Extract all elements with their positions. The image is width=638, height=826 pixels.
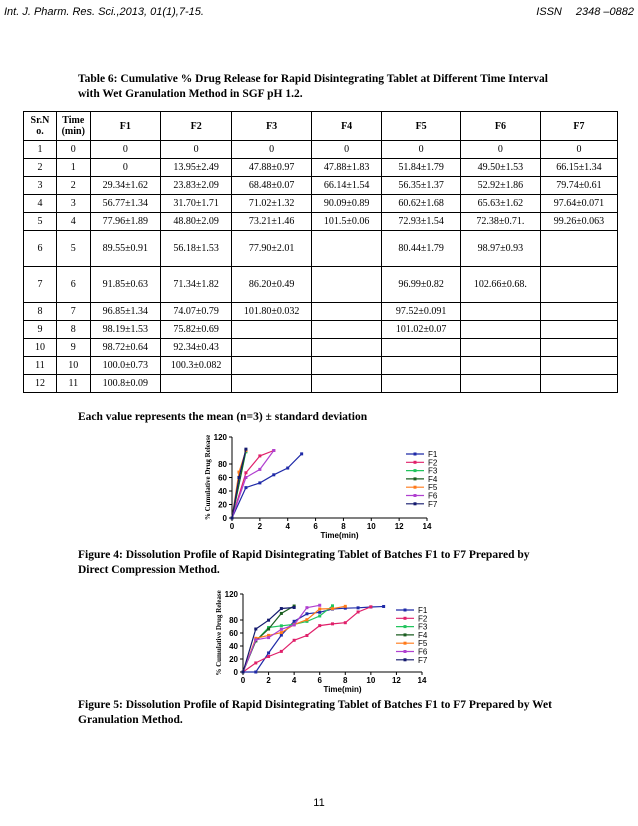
legend-label-f4: F4 — [418, 630, 428, 640]
table-row — [24, 303, 618, 321]
data-point-f1 — [272, 473, 275, 476]
table-row — [24, 213, 618, 231]
data-point-f1 — [254, 671, 257, 674]
legend-marker-f5 — [414, 486, 417, 489]
table-cell — [311, 321, 381, 339]
table-row — [24, 357, 618, 375]
y-tick-label: 20 — [218, 500, 227, 510]
col-header: F6 — [460, 112, 540, 141]
mean-note: Each value represents the mean (n=3) ± standard deviation — [78, 411, 368, 423]
series-line-f7 — [243, 608, 294, 673]
table-cell: 0 — [311, 141, 381, 159]
data-point-f7 — [293, 606, 296, 609]
table-cell — [232, 375, 312, 393]
data-point-f3 — [280, 624, 283, 627]
table-cell — [311, 375, 381, 393]
legend-marker-f4 — [404, 633, 407, 636]
y-tick-label: 80 — [229, 616, 238, 625]
table-cell: 23.83±2.09 — [161, 177, 232, 195]
table-cell: 102.66±0.68. — [460, 267, 540, 303]
table-cell — [311, 267, 381, 303]
table-cell: 2 — [56, 177, 90, 195]
table-cell — [382, 339, 461, 357]
legend-label-f1: F1 — [418, 606, 428, 615]
table-cell: 90.09±0.89 — [311, 195, 381, 213]
data-point-f1 — [300, 452, 303, 455]
col-header: F3 — [232, 112, 312, 141]
data-point-f7 — [280, 607, 283, 610]
data-point-f1 — [293, 620, 296, 623]
col-header: F5 — [382, 112, 461, 141]
table-cell: 100.3±0.082 — [161, 357, 232, 375]
legend-marker-f2 — [414, 461, 417, 464]
table-cell: 56.77±1.34 — [90, 195, 160, 213]
x-tick-label: 8 — [343, 676, 348, 685]
table-cell — [311, 303, 381, 321]
table-cell: 56.35±1.37 — [382, 177, 461, 195]
x-tick-label: 6 — [317, 676, 322, 685]
table-cell: 98.19±1.53 — [90, 321, 160, 339]
data-point-f5 — [344, 605, 347, 608]
table-cell: 91.85±0.63 — [90, 267, 160, 303]
table-cell — [311, 339, 381, 357]
data-point-f7 — [254, 628, 257, 631]
figure5-chart — [200, 589, 440, 697]
data-point-f6 — [267, 636, 270, 639]
y-tick-label: 120 — [224, 590, 238, 599]
table-header-row — [24, 112, 618, 141]
legend-label-f2: F2 — [418, 614, 428, 624]
table-row — [24, 231, 618, 267]
data-point-f2 — [244, 471, 247, 474]
table-cell: 101.5±0.06 — [311, 213, 381, 231]
table-row — [24, 159, 618, 177]
table-cell — [311, 357, 381, 375]
table-cell — [382, 375, 461, 393]
x-tick-label: 14 — [417, 676, 427, 685]
table-cell: 72.93±1.54 — [382, 213, 461, 231]
table-cell: 49.50±1.53 — [460, 159, 540, 177]
issn-header — [522, 6, 634, 18]
data-point-f1 — [318, 611, 321, 614]
table-cell: 0 — [232, 141, 312, 159]
y-axis-label: % Cumulative Drug Release — [204, 434, 212, 521]
table-cell: 47.88±0.97 — [232, 159, 312, 177]
figure5-caption: Figure 5: Dissolution Profile of Rapid Disintegrating Tablet of Batches F1 to F7 Prepared by Wet Granulation Method. — [78, 699, 552, 726]
data-point-f5 — [318, 607, 321, 610]
table-row — [24, 321, 618, 339]
table-cell: 89.55±0.91 — [90, 231, 160, 267]
table-cell: 0 — [161, 141, 232, 159]
table-cell: 5 — [24, 213, 57, 231]
table-cell: 8 — [56, 321, 90, 339]
col-header: F4 — [311, 112, 381, 141]
table-cell: 100.8±0.09 — [90, 375, 160, 393]
table-cell: 1 — [56, 159, 90, 177]
table-cell: 72.38±0.71. — [460, 213, 540, 231]
table-cell: 99.26±0.063 — [540, 213, 617, 231]
x-axis-label: Time(min) — [323, 685, 362, 694]
table-cell: 6 — [56, 267, 90, 303]
table-cell: 0 — [56, 141, 90, 159]
figure4-chart — [178, 424, 438, 544]
issn-number: 2348 –0882 — [575, 6, 634, 18]
table-cell: 0 — [382, 141, 461, 159]
legend-label-f1: F1 — [428, 450, 438, 459]
data-point-f6 — [244, 476, 247, 479]
table-cell — [311, 231, 381, 267]
data-point-f6 — [318, 604, 321, 607]
col-header: Time (min) — [56, 112, 90, 141]
data-point-f6 — [258, 468, 261, 471]
col-header: F7 — [540, 112, 617, 141]
table-cell: 4 — [56, 213, 90, 231]
data-point-f2 — [280, 650, 283, 653]
table-cell — [161, 375, 232, 393]
data-point-f3 — [318, 614, 321, 617]
table-cell: 60.62±1.68 — [382, 195, 461, 213]
table-cell: 77.96±1.89 — [90, 213, 160, 231]
table-cell: 65.63±1.62 — [460, 195, 540, 213]
table-cell: 71.02±1.32 — [232, 195, 312, 213]
data-point-f1 — [286, 467, 289, 470]
data-point-f1 — [357, 606, 360, 609]
table-cell: 86.20±0.49 — [232, 267, 312, 303]
table6-caption: Table 6: Cumulative % Drug Release for Rapid Disintegrating Tablet at Different Time Interval with Wet Granulation Method in SGF pH 1.2. — [78, 73, 548, 100]
table-cell: 13.95±2.49 — [161, 159, 232, 177]
legend-marker-f7 — [404, 658, 407, 661]
col-header: Sr.N o. — [24, 112, 57, 141]
table-cell: 97.64±0.071 — [540, 195, 617, 213]
legend-marker-f3 — [414, 469, 417, 472]
table-cell: 7 — [56, 303, 90, 321]
table-cell: 68.48±0.07 — [232, 177, 312, 195]
table-cell: 6 — [24, 231, 57, 267]
legend-label-f6: F6 — [418, 647, 428, 657]
table-cell: 98.97±0.93 — [460, 231, 540, 267]
data-point-f2 — [369, 605, 372, 608]
data-point-f5 — [331, 607, 334, 610]
data-point-f5 — [280, 631, 283, 634]
x-tick-label: 0 — [229, 522, 235, 531]
table-cell: 0 — [90, 159, 160, 177]
table-cell: 101.80±0.032 — [232, 303, 312, 321]
table-row — [24, 375, 618, 393]
data-point-f2 — [318, 624, 321, 627]
data-point-f1 — [244, 486, 247, 489]
x-tick-label: 10 — [366, 676, 376, 685]
y-axis-label: % Cumulative Drug Release — [215, 590, 223, 676]
legend-marker-f2 — [404, 617, 407, 620]
y-tick-label: 80 — [218, 460, 227, 469]
legend-label-f6: F6 — [428, 491, 438, 501]
journal-header: Int. J. Pharm. Res. Sci.,2013, 01(1),7-15. — [4, 6, 204, 18]
x-tick-label: 4 — [285, 522, 290, 531]
data-point-f7 — [244, 448, 247, 451]
legend-label-f7: F7 — [418, 655, 428, 665]
table-cell: 3 — [24, 177, 57, 195]
y-tick-label: 20 — [229, 655, 238, 664]
table-cell — [540, 321, 617, 339]
data-point-f1 — [382, 605, 385, 608]
table-row — [24, 141, 618, 159]
data-point-f6 — [254, 638, 257, 641]
col-header: F1 — [90, 112, 160, 141]
table-cell: 8 — [24, 303, 57, 321]
table-cell: 10 — [24, 339, 57, 357]
legend-label-f2: F2 — [428, 458, 438, 468]
table-cell: 3 — [56, 195, 90, 213]
data-point-f3 — [331, 604, 334, 607]
data-point-f1 — [267, 651, 270, 654]
table-cell: 31.70±1.71 — [161, 195, 232, 213]
table-cell: 11 — [56, 375, 90, 393]
table-cell: 56.18±1.53 — [161, 231, 232, 267]
table-cell: 66.15±1.34 — [540, 159, 617, 177]
table-cell: 0 — [90, 141, 160, 159]
table-row — [24, 339, 618, 357]
data-point-f7 — [231, 517, 234, 520]
table-cell: 96.99±0.82 — [382, 267, 461, 303]
data-point-f2 — [305, 634, 308, 637]
legend-marker-f1 — [414, 453, 417, 456]
table-cell — [460, 339, 540, 357]
table-cell: 80.44±1.79 — [382, 231, 461, 267]
legend-marker-f6 — [404, 650, 407, 653]
table-cell: 98.72±0.64 — [90, 339, 160, 357]
table-cell — [540, 303, 617, 321]
x-tick-label: 4 — [291, 676, 297, 685]
table-cell: 73.21±1.46 — [232, 213, 312, 231]
y-tick-label: 60 — [218, 473, 227, 483]
table-cell: 47.88±1.83 — [311, 159, 381, 177]
y-tick-label: 120 — [213, 433, 227, 442]
data-point-f2 — [344, 621, 347, 624]
x-tick-label: 6 — [313, 522, 318, 531]
table-cell — [540, 357, 617, 375]
y-tick-label: 40 — [218, 487, 227, 496]
data-point-f2 — [357, 610, 360, 613]
data-point-f4 — [267, 628, 270, 631]
data-point-f5 — [305, 618, 308, 621]
series-line-f1 — [243, 607, 384, 673]
x-tick-label: 0 — [240, 676, 246, 685]
data-point-f1 — [258, 481, 261, 484]
table-row — [24, 177, 618, 195]
table-cell — [232, 339, 312, 357]
table-cell: 92.34±0.43 — [161, 339, 232, 357]
data-point-f7 — [242, 671, 245, 674]
table-cell: 12 — [24, 375, 57, 393]
release-table — [23, 111, 618, 393]
table-cell: 29.34±1.62 — [90, 177, 160, 195]
legend-label-f5: F5 — [428, 483, 438, 493]
data-point-f6 — [293, 623, 296, 626]
table-row — [24, 195, 618, 213]
table-cell — [460, 357, 540, 375]
table-cell: 75.82±0.69 — [161, 321, 232, 339]
data-point-f6 — [272, 449, 275, 452]
y-tick-label: 60 — [229, 629, 238, 638]
x-axis-label: Time(min) — [320, 531, 359, 540]
data-point-f7 — [237, 476, 240, 479]
x-tick-label: 12 — [394, 522, 404, 531]
table-cell: 1 — [24, 141, 57, 159]
data-point-f2 — [258, 454, 261, 457]
data-point-f7 — [267, 619, 270, 622]
table-cell — [540, 267, 617, 303]
x-tick-label: 10 — [366, 522, 376, 531]
table-cell — [540, 231, 617, 267]
legend-marker-f6 — [414, 494, 417, 497]
table-cell — [382, 357, 461, 375]
table-cell — [232, 357, 312, 375]
legend-label-f5: F5 — [418, 639, 428, 649]
table-cell: 0 — [540, 141, 617, 159]
table-cell: 71.34±1.82 — [161, 267, 232, 303]
table-cell: 48.80±2.09 — [161, 213, 232, 231]
table-cell — [460, 375, 540, 393]
x-tick-label: 14 — [422, 522, 432, 531]
x-tick-label: 8 — [341, 522, 346, 531]
data-point-f1 — [305, 612, 308, 615]
table-cell: 9 — [24, 321, 57, 339]
issn-label: ISSN — [536, 6, 562, 18]
table-cell: 101.02±0.07 — [382, 321, 461, 339]
table-cell — [232, 321, 312, 339]
x-tick-label: 2 — [257, 522, 263, 531]
legend-marker-f5 — [404, 642, 407, 645]
table-cell: 97.52±0.091 — [382, 303, 461, 321]
table-cell: 79.74±0.61 — [540, 177, 617, 195]
table-cell: 100.0±0.73 — [90, 357, 160, 375]
table-cell — [540, 375, 617, 393]
table-cell: 77.90±2.01 — [232, 231, 312, 267]
legend-label-f3: F3 — [428, 466, 438, 476]
table-cell: 10 — [56, 357, 90, 375]
table-body — [24, 141, 618, 393]
data-point-f4 — [280, 612, 283, 615]
legend-marker-f7 — [414, 502, 417, 505]
table-cell: 2 — [24, 159, 57, 177]
data-point-f2 — [331, 622, 334, 625]
table-cell — [460, 321, 540, 339]
legend-marker-f1 — [404, 609, 407, 612]
table-cell: 7 — [24, 267, 57, 303]
x-tick-label: 2 — [266, 676, 271, 685]
legend-label-f3: F3 — [418, 622, 428, 632]
legend-marker-f3 — [404, 625, 407, 628]
table-cell: 9 — [56, 339, 90, 357]
figure4-caption: Figure 4: Dissolution Profile of Rapid Disintegrating Tablet of Batches F1 to F7 Prepared by Direct Compression Method. — [78, 549, 530, 576]
table-cell: 51.84±1.79 — [382, 159, 461, 177]
table-cell — [540, 339, 617, 357]
table-cell: 5 — [56, 231, 90, 267]
y-tick-label: 0 — [233, 668, 238, 677]
table-row — [24, 267, 618, 303]
table-cell — [460, 303, 540, 321]
table-cell: 52.92±1.86 — [460, 177, 540, 195]
legend-label-f7: F7 — [428, 499, 438, 509]
table-cell: 96.85±1.34 — [90, 303, 160, 321]
table-cell: 74.07±0.79 — [161, 303, 232, 321]
table-cell: 4 — [24, 195, 57, 213]
col-header: F2 — [161, 112, 232, 141]
x-tick-label: 12 — [391, 676, 401, 685]
legend-marker-f4 — [414, 477, 417, 480]
data-point-f6 — [305, 606, 308, 609]
data-point-f2 — [267, 655, 270, 658]
table-cell: 11 — [24, 357, 57, 375]
page-number: 11 — [313, 797, 325, 809]
data-point-f6 — [280, 628, 283, 631]
y-tick-label: 40 — [229, 642, 238, 651]
data-point-f2 — [293, 639, 296, 642]
table-cell: 66.14±1.54 — [311, 177, 381, 195]
table-cell: 0 — [460, 141, 540, 159]
legend-label-f4: F4 — [428, 474, 438, 484]
y-tick-label: 0 — [222, 514, 227, 523]
data-point-f2 — [254, 661, 257, 664]
